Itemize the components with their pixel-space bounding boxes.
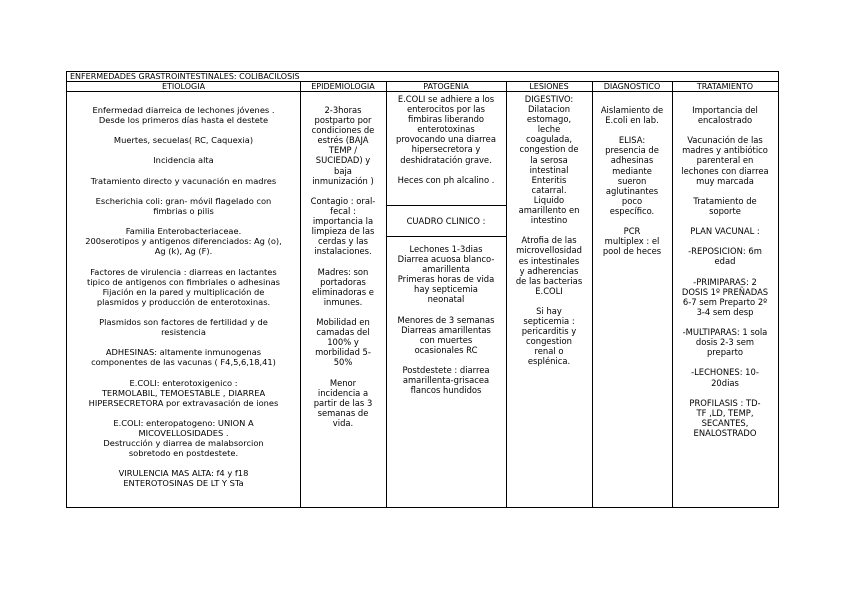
etiologia-item: Factores de virulencia : diarreas en lactantes tipico de antigenos con fimbriales o adhesinas Fijación en la pared y multiplicación de plasmidos y producción de enterotoxinas.: [87, 266, 280, 307]
cuadro-clinico-item: Postdestete : diarrea amarillenta-grisacea flancos hundidos: [402, 365, 490, 396]
lesiones-item: Si hay septicemia : pericarditis y congestion renal o esplénica.: [521, 305, 577, 367]
header-epidemiologia: EPIDEMIOLOGIA: [300, 82, 386, 92]
header-diagnostico: DIAGNOSTICO: [592, 82, 672, 92]
column-patogenia: [386, 92, 506, 507]
etiologia-item: E.COLI: enterotoxigenico : TERMOLABIL, TEMOESTABLE , DIARREA HIPERSECRETORA por extravasación de iones: [88, 377, 279, 408]
tratamiento-item: Tratamiento de soporte: [693, 195, 757, 216]
etiologia-item: Incidencia alta: [153, 155, 214, 166]
tratamiento-item: PLAN VACUNAL :: [690, 226, 760, 237]
table-title: ENFERMEDADES GRASTROINTESTINALES: COLIBACILOSIS: [67, 72, 778, 82]
header-lesiones: LESIONES: [506, 82, 592, 92]
patogenia-item: Heces con ph alcalino .: [397, 174, 495, 185]
etiologia-item: Muertes, secuelas( RC, Caquexia): [113, 135, 254, 146]
lesiones-item: Atrofia de las microvellosidad es intestinales y adherencias de las bacterias E.COLI: [515, 235, 583, 296]
tratamiento-item: -REPOSICION: 6m edad: [688, 246, 762, 267]
column-etiologia: [67, 92, 300, 507]
header-tratamiento: TRATAMIENTO: [672, 82, 778, 92]
etiologia-item: Escherichia coli: gran- móvil flagelado con fimbrias o pilis: [95, 195, 272, 216]
tratamiento-item: -LECHONES: 10- 20dias: [691, 367, 759, 388]
etiologia-item: Plasmidos son factores de fertilidad y de resistencia: [99, 316, 268, 338]
etiologia-item: ADHESINAS: altamente inmunogenas componentes de las vacunas ( F4,5,6,18,41): [91, 347, 276, 368]
tratamiento-item: Vacunación de las madres y antibiótico parenteral en lechones con diarrea muy marcada: [681, 135, 769, 186]
tratamiento-item: Importancia del encalostrado: [692, 105, 758, 126]
header-patogenia: PATOGENIA: [386, 82, 506, 92]
column-lesiones: [506, 92, 592, 507]
diagnostico-item: Aislamiento de E.coli en lab.: [600, 105, 664, 126]
header-etiologia: ETIOLOGIA: [67, 82, 300, 92]
colibacilosis-table: [66, 71, 779, 508]
diagnostico-item: ELISA: presencia de adhesinas mediante sueron aglutinantes poco específico.: [605, 135, 659, 216]
etiologia-item: VIRULENCIA MAS ALTA: f4 y f18 ENTEROTOSINAS DE LT Y STa: [118, 468, 249, 489]
etiologia-item: Tratamiento directo y vacunación en madres: [90, 175, 277, 186]
epidemiologia-item: 2-3horas postparto por condiciones de estrés (BAJA TEMP / SUCIEDAD) y baja inmunización ): [311, 105, 375, 186]
cuadro-clinico-item: Menores de 3 semanas Diarreas amarillentas con muertes ocasionales RC: [397, 314, 495, 355]
tratamiento-item: PROFILASIS : TD- TF ,LD, TEMP, SECANTES, ENALOSTRADO: [689, 397, 761, 438]
etiologia-item: Enfermedad diarreica de lechones jóvenes . Desde los primeros días hasta el destete: [92, 105, 275, 126]
tratamiento-item: -MULTIPARAS: 1 sola dosis 2-3 sem preparto: [682, 327, 768, 358]
epidemiologia-item: Contagio : oral- fecal : importancia la limpieza de las cerdas y las instalaciones.: [310, 195, 376, 257]
cuadro-clinico-item: Lechones 1-3dias Diarrea acuosa blanco- amarillenta Primeras horas de vida hay septicemia neonatal: [397, 244, 495, 305]
column-epidemiologia: [300, 92, 386, 507]
epidemiologia-item: Madres: son portadoras eliminadoras e inmunes.: [312, 266, 374, 307]
epidemiologia-item: Mobilidad en camadas del 100% y morbilidad 5- 50%: [315, 316, 371, 368]
patogenia-section: [386, 94, 506, 195]
cuadro-clinico-label: CUADRO CLINICO :: [386, 205, 506, 237]
cuadro-clinico-section: [386, 244, 506, 406]
lesiones-item: DIGESTIVO: Dilatacion estomago, leche coagulada, congestion de la serosa intestinal Enteritis catarral. Liquido amarillento en intestino: [518, 94, 580, 226]
patogenia-item: E.COLI se adhiere a los enterocitos por las fimbiras liberando enterotoxinas provocando una diarrea hipersecretora y deshidratación grave.: [396, 94, 496, 165]
epidemiologia-item: Menor incidencia a partir de las 3 semanas de vida.: [313, 377, 373, 428]
tratamiento-item: -PRIMIPARAS: 2 DOSIS 1º PREÑADAS 6-7 sem Preparto 2º 3-4 sem desp: [681, 276, 769, 317]
diagnostico-item: PCR multiplex : el pool de heces: [602, 226, 662, 257]
etiologia-item: Familia Enterobacteriaceae. 200serotipos y antigenos diferenciados: Ag (o), Ag (k), Ag (F).: [85, 226, 282, 257]
column-tratamiento: [672, 92, 778, 507]
etiologia-item: E.COLI: enteropatogeno: UNION A MICOVELLOSIDADES . Destrucción y diarrea de malabsorcion sobretodo en postdestete.: [103, 417, 264, 459]
column-diagnostico: [592, 92, 672, 507]
